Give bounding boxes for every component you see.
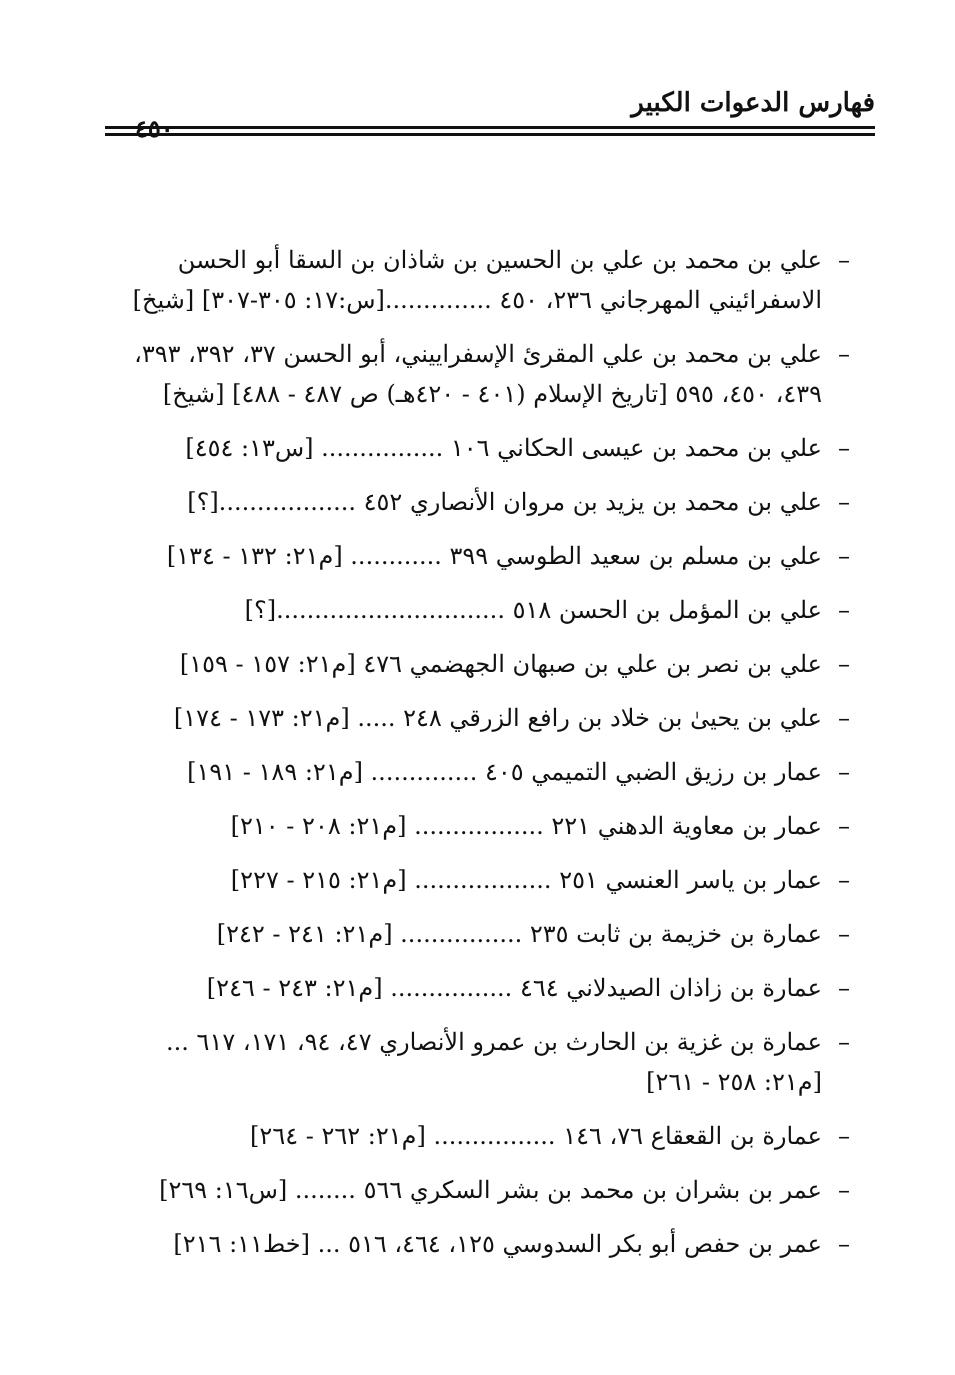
entry-text: علي بن محمد بن علي المقرئ الإسفراييني، أبو الحسن ٣٧، ٣٩٢، ٣٩٣، ٤٣٩، ٤٥٠، ٥٩٥ [تاريخ الإسلام (٤٠١ - ٤٢٠هـ) ص ٤٨٧ - ٤٨٨] [شيخ]: [134, 340, 822, 408]
entry-text: علي بن نصر بن علي بن صبهان الجهضمي ٤٧٦ [م٢١: ١٥٧ - ١٥٩]: [179, 650, 822, 678]
list-item: [108, 1116, 850, 1156]
entry-dash: –: [838, 1122, 850, 1150]
list-item: [108, 590, 850, 630]
list-item: [108, 914, 850, 954]
entry-text: عمار بن رزيق الضبي التميمي ٤٠٥ .............. [م٢١: ١٨٩ - ١٩١]: [187, 758, 822, 786]
entry-dash: –: [838, 542, 850, 570]
entry-dash: –: [838, 1028, 850, 1056]
list-item: [108, 240, 850, 320]
entry-text: عمار بن ياسر العنسي ٢٥١ .................. [م٢١: ٢١٥ - ٢٢٧]: [230, 866, 822, 894]
list-item: [108, 482, 850, 522]
entry-dash: –: [838, 920, 850, 948]
entry-text: علي بن محمد بن علي بن الحسين بن شاذان بن السقا أبو الحسن الاسفرائيني المهرجاني ٢٣٦، ٤٥٠ ..............[س:١٧: ٣٠٥-٣٠٧] [شيخ]: [132, 246, 822, 314]
list-item: [108, 1170, 850, 1210]
list-item: [108, 1022, 850, 1102]
list-item: [108, 698, 850, 738]
entry-dash: –: [838, 434, 850, 462]
entry-dash: –: [838, 704, 850, 732]
entry-text: عمارة بن خزيمة بن ثابت ٢٣٥ ................ [م٢١: ٢٤١ - ٢٤٢]: [216, 920, 822, 948]
entry-dash: –: [838, 340, 850, 368]
page-header: [105, 80, 875, 150]
entry-text: علي بن المؤمل بن الحسن ٥١٨ ..............................[؟]: [244, 596, 822, 624]
entry-text: علي بن يحيىٰ بن خلاد بن رافع الزرقي ٢٤٨ ..... [م٢١: ١٧٣ - ١٧٤]: [173, 704, 822, 732]
book-title: فهارس الدعوات الكبير: [631, 88, 875, 118]
entry-dash: –: [838, 488, 850, 516]
entry-text: عمارة بن زاذان الصيدلاني ٤٦٤ ................ [م٢١: ٢٤٣ - ٢٤٦]: [206, 974, 822, 1002]
header-rule-bottom: [105, 133, 875, 136]
entry-dash: –: [838, 596, 850, 624]
list-item: [108, 536, 850, 576]
list-item: [108, 752, 850, 792]
entry-text: علي بن محمد بن يزيد بن مروان الأنصاري ٤٥٢ ..................[؟]: [187, 488, 822, 516]
header-rule-top: [105, 126, 875, 129]
entry-text: عمارة بن القعقاع ٧٦، ١٤٦ ................ [م٢١: ٢٦٢ - ٢٦٤]: [250, 1122, 822, 1150]
entry-text: علي بن محمد بن عيسى الحكاني ١٠٦ ................ [س١٣: ٤٥٤]: [185, 434, 822, 462]
entry-text: عمار بن معاوية الدهني ٢٢١ ................. [م٢١: ٢٠٨ - ٢١٠]: [230, 812, 822, 840]
entry-dash: –: [838, 1176, 850, 1204]
entry-text: علي بن مسلم بن سعيد الطوسي ٣٩٩ ............ [م٢١: ١٣٢ - ١٣٤]: [166, 542, 822, 570]
list-item: [108, 428, 850, 468]
entry-dash: –: [838, 866, 850, 894]
entry-text: عمارة بن غزية بن الحارث بن عمرو الأنصاري ٤٧، ٩٤، ١٧١، ٦١٧ ... [م٢١: ٢٥٨ - ٢٦١]: [166, 1028, 822, 1096]
list-item: [108, 644, 850, 684]
entry-dash: –: [838, 812, 850, 840]
list-item: [108, 1224, 850, 1264]
entry-dash: –: [838, 1230, 850, 1258]
entry-dash: –: [838, 246, 850, 274]
entry-dash: –: [838, 974, 850, 1002]
entry-text: عمر بن بشران بن محمد بن بشر السكري ٥٦٦ ........ [س١٦: ٢٦٩]: [159, 1176, 822, 1204]
list-item: [108, 968, 850, 1008]
entry-dash: –: [838, 758, 850, 786]
list-item: [108, 334, 850, 414]
list-item: [108, 806, 850, 846]
index-entries: [108, 240, 850, 1278]
list-item: [108, 860, 850, 900]
entry-dash: –: [838, 650, 850, 678]
entry-text: عمر بن حفص أبو بكر السدوسي ١٢٥، ٤٦٤، ٥١٦ ... [خط١١: ٢١٦]: [173, 1230, 822, 1258]
